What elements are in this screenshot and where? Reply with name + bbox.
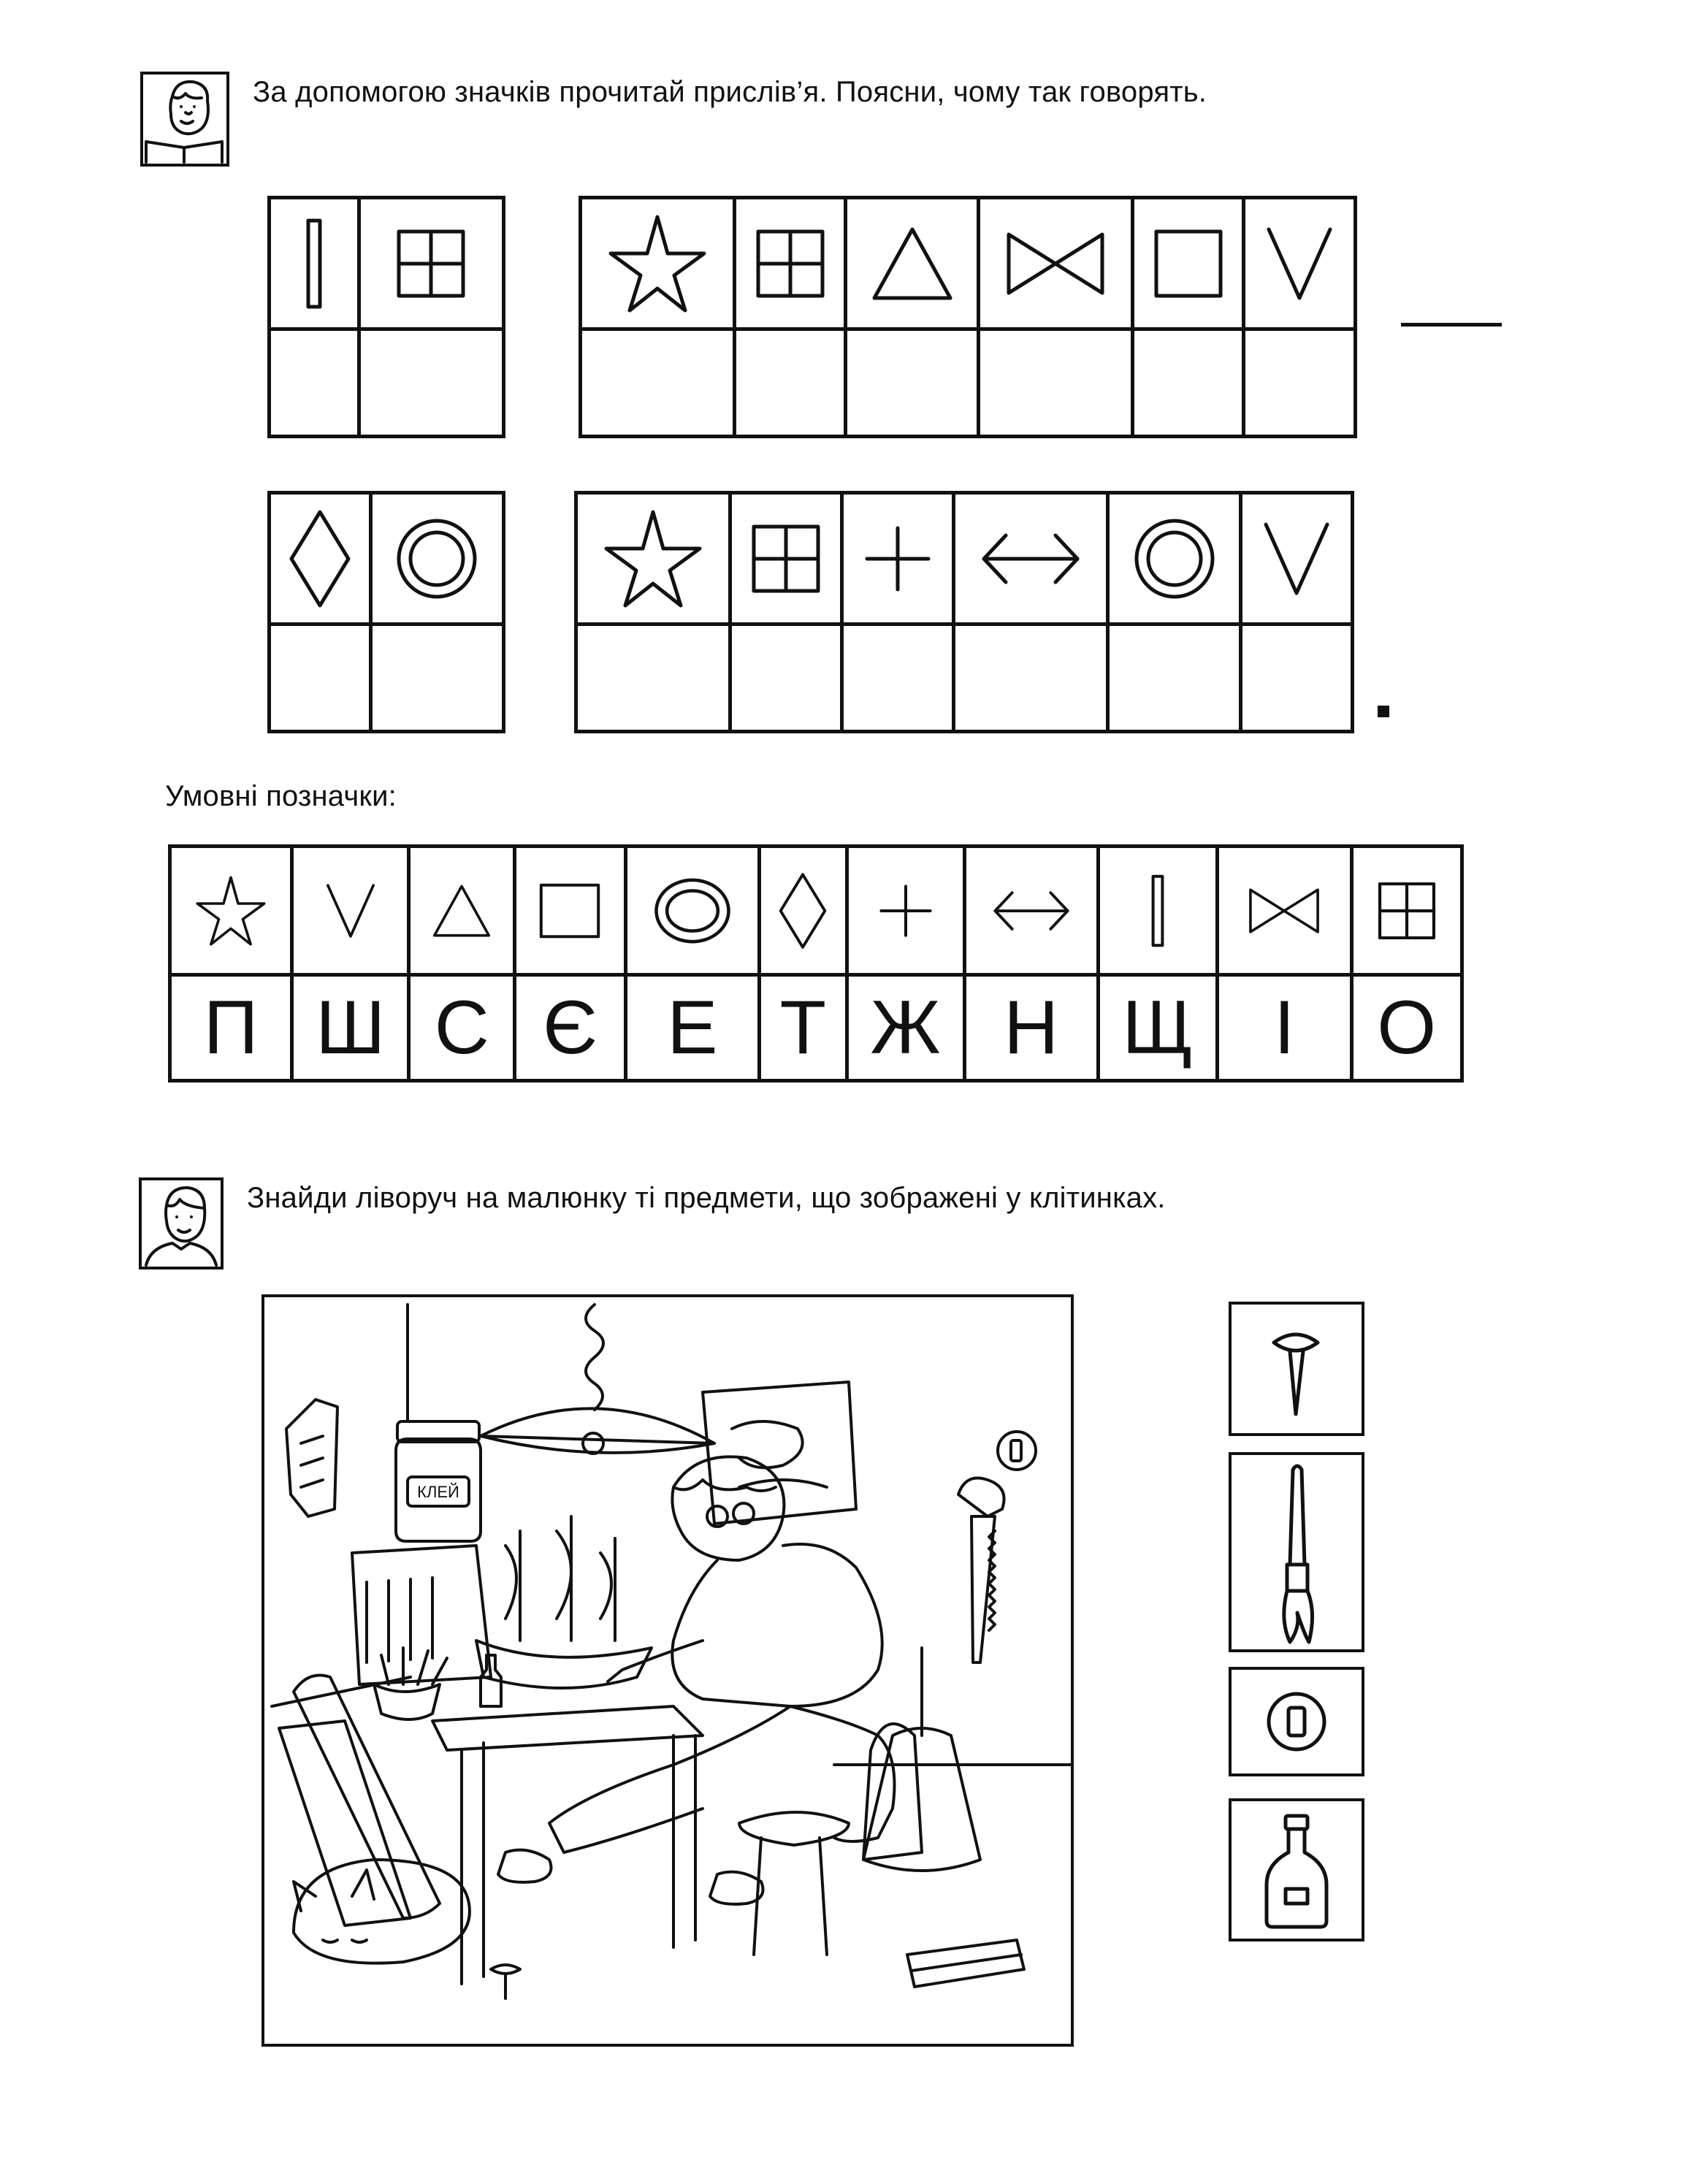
legend-symbol-ring: [625, 847, 759, 975]
cell-v: [1241, 493, 1353, 625]
legend-letter: О: [1351, 975, 1462, 1081]
nail-icon: [1232, 1305, 1362, 1433]
answer-cell[interactable]: [846, 329, 979, 437]
answer-cell[interactable]: [953, 625, 1107, 732]
grid-icon: [749, 522, 822, 595]
answer-cell[interactable]: [734, 329, 846, 437]
answer-cell[interactable]: [1244, 329, 1356, 437]
answer-cell[interactable]: [842, 625, 954, 732]
period-mark: [1378, 706, 1389, 717]
wall-eraser: [998, 1432, 1036, 1470]
cell-double-arrow: [953, 493, 1107, 625]
diamond-icon: [287, 508, 353, 610]
legend-table: [168, 844, 1464, 1083]
legend-letter: І: [1218, 975, 1351, 1081]
legend-symbol-bar: [1098, 847, 1217, 975]
triangle-icon: [430, 882, 493, 940]
star-icon: [602, 508, 704, 610]
bowtie-icon: [1004, 227, 1107, 300]
double-arrow-icon: [980, 530, 1082, 588]
legend-symbol-v: [292, 847, 409, 975]
legend-letter: Щ: [1098, 975, 1217, 1081]
v-icon: [1260, 519, 1333, 599]
row1-group-b: [579, 196, 1357, 438]
legend-letter: П: [170, 975, 292, 1081]
answer-cell[interactable]: [576, 625, 730, 732]
legend-letter: Ж: [847, 975, 964, 1081]
ring-icon: [1131, 515, 1218, 603]
cell-v: [1244, 198, 1356, 329]
cell-bar: [270, 198, 359, 329]
legend-letter: Е: [625, 975, 759, 1081]
grid-icon: [394, 227, 467, 300]
legend-letter: Є: [515, 975, 625, 1081]
answer-cell[interactable]: [1132, 329, 1244, 437]
answer-cell[interactable]: [979, 329, 1133, 437]
grid-icon: [1374, 880, 1440, 942]
v-icon: [1263, 224, 1336, 304]
bar-icon: [1139, 873, 1176, 949]
answer-cell[interactable]: [270, 625, 371, 732]
cell-grid: [734, 198, 846, 329]
workshop-picture: [261, 1294, 1074, 2047]
cell-grid: [359, 198, 503, 329]
glue-label: КЛЕЙ: [417, 1483, 459, 1501]
legend-letter: Т: [759, 975, 847, 1081]
answer-cell[interactable]: [1108, 625, 1241, 732]
legend-symbol-plus: [847, 847, 964, 975]
star-icon: [606, 213, 709, 315]
glue-jar: [396, 1421, 481, 1541]
double-arrow-icon: [991, 888, 1072, 933]
grid-icon: [754, 227, 827, 300]
cell-ring: [370, 493, 503, 625]
cell-star: [581, 198, 735, 329]
diamond-icon: [777, 870, 828, 952]
legend-letter: Ш: [292, 975, 409, 1081]
cell-star: [576, 493, 730, 625]
object-cell-eraser[interactable]: [1229, 1667, 1364, 1776]
answer-cell[interactable]: [730, 625, 842, 732]
legend-symbol-bowtie: [1218, 847, 1351, 975]
legend-symbol-triangle: [409, 847, 515, 975]
legend-title: Умовні позначки:: [165, 780, 397, 812]
answer-cell[interactable]: [581, 329, 735, 437]
object-cell-bottle[interactable]: [1229, 1798, 1364, 1941]
square-icon: [1152, 227, 1225, 300]
child-face-icon: [139, 1177, 224, 1269]
cell-square: [1132, 198, 1244, 329]
legend-symbol-diamond: [759, 847, 847, 975]
row1-group-a: [267, 196, 505, 438]
cell-plus: [842, 493, 954, 625]
dash-mark: [1401, 323, 1502, 327]
row2-group-a: [267, 491, 505, 733]
worktable: [432, 1706, 703, 1984]
cell-bowtie: [979, 198, 1133, 329]
bottle-icon: [1232, 1801, 1362, 1939]
hanging-lamp: [481, 1305, 714, 1454]
cell-triangle: [846, 198, 979, 329]
star-icon: [194, 874, 267, 947]
row2-group-b: [574, 491, 1354, 733]
ship-model: [476, 1516, 652, 1688]
v-icon: [324, 880, 378, 942]
triangle-icon: [868, 224, 956, 304]
plus-icon: [861, 522, 934, 595]
answer-cell[interactable]: [359, 329, 503, 437]
brush-icon: [1232, 1455, 1362, 1649]
answer-cell[interactable]: [1241, 625, 1353, 732]
object-cell-brush[interactable]: [1229, 1452, 1364, 1652]
ring-icon: [393, 515, 481, 603]
floor-nail: [491, 1965, 520, 1998]
bar-icon: [292, 216, 336, 311]
ring-icon: [652, 876, 733, 946]
legend-symbol-grid: [1351, 847, 1462, 975]
cell-diamond: [270, 493, 371, 625]
answer-cell[interactable]: [370, 625, 503, 732]
legend-symbol-square: [515, 847, 625, 975]
child-reading-icon: [140, 72, 229, 167]
legend-letter: Н: [964, 975, 1098, 1081]
legend-letter: С: [409, 975, 515, 1081]
task1-instruction: За допомогою значків прочитай прислів’я. Поясни, чому так говорять.: [253, 76, 1207, 108]
plus-icon: [877, 882, 935, 940]
cell-grid: [730, 493, 842, 625]
legend-symbol-star: [170, 847, 292, 975]
saw: [958, 1478, 1004, 1663]
task2-instruction: Знайди ліворуч на малюнку ті предмети, що зображені у клітинках.: [247, 1182, 1166, 1214]
square-icon: [537, 882, 603, 940]
eraser-icon: [1232, 1670, 1362, 1773]
legend-symbol-double-arrow: [964, 847, 1098, 975]
object-cell-nail[interactable]: [1229, 1302, 1364, 1436]
answer-cell[interactable]: [270, 329, 359, 437]
bowtie-icon: [1244, 885, 1324, 937]
cell-ring: [1108, 493, 1241, 625]
